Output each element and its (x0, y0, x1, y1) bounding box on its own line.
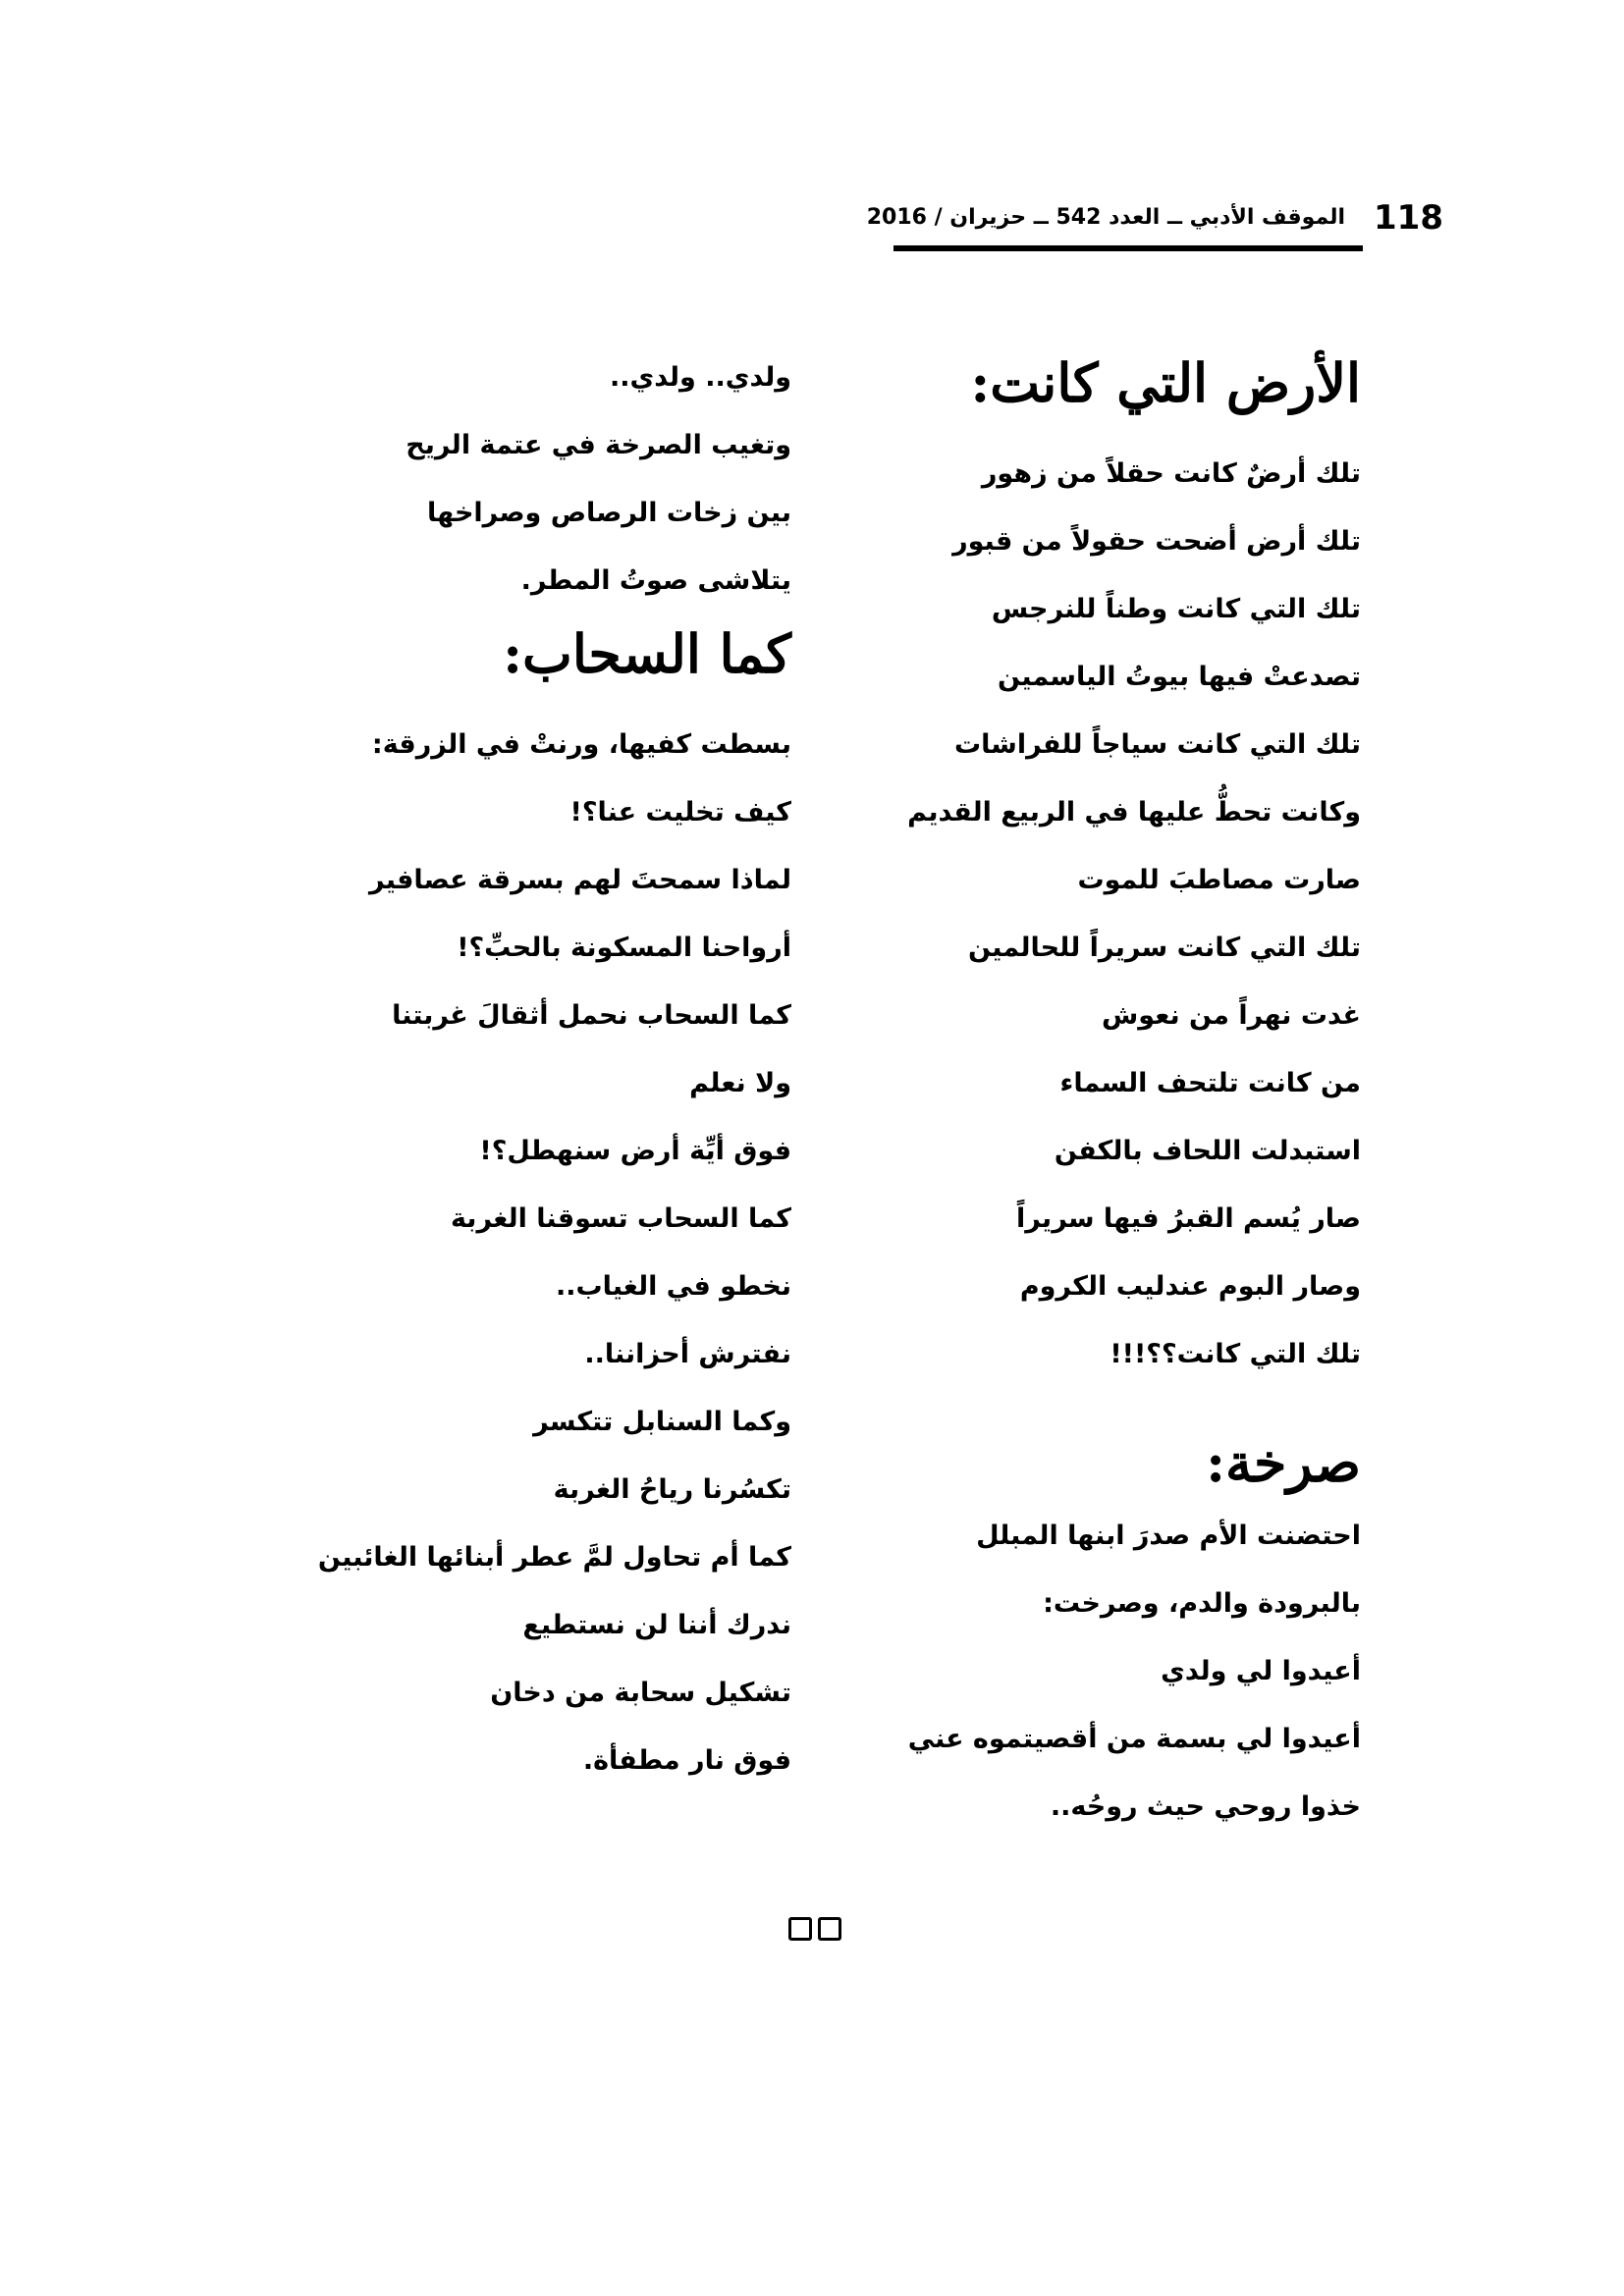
section-title-like-clouds: كما السحاب: (503, 622, 791, 685)
end-mark-square-icon (788, 1917, 812, 1941)
poem-line: صار يُسم القبرُ فيها سريراً (1016, 1203, 1361, 1234)
poem-line: بالبرودة والدم، وصرخت: (1043, 1588, 1361, 1619)
poem-line: تلك التي كانت وطناً للنرجس (991, 594, 1361, 624)
poem-line: وكما السنابل تتكسر (533, 1407, 791, 1437)
poem-line: كما السحاب تسوقنا الغربة (450, 1203, 791, 1234)
poem-line: ندرك أننا لن نستطيع (522, 1610, 791, 1640)
poem-line: تشكيل سحابة من دخان (490, 1678, 791, 1708)
end-of-article-mark (788, 1917, 841, 1941)
poem-line: كما السحاب نحمل أثقالَ غربتنا (392, 1000, 791, 1031)
poem-line: بين زخات الرصاص وصراخها (426, 498, 791, 528)
running-head: الموقف الأدبي ــ العدد 542 ــ حزيران / 2016 (866, 205, 1345, 230)
poem-line: نفترش أحزاننا.. (584, 1339, 791, 1369)
poem-line: تلك التي كانت؟؟!!! (1110, 1339, 1361, 1369)
poem-line: وتغيب الصرخة في عتمة الريح (406, 430, 791, 460)
poem-line: ولدي.. ولدي.. (610, 362, 791, 393)
poem-line: فوق نار مطفأة. (582, 1745, 791, 1776)
spacer (261, 693, 791, 711)
spacer (939, 1388, 1361, 1423)
header-rule (893, 245, 1363, 251)
poem-line: بسطت كفيها، ورنتْ في الزرقة: (371, 729, 791, 760)
poem-line: ولا نعلم (689, 1068, 791, 1098)
right-column (907, 344, 1361, 1841)
poem-line: أرواحنا المسكونة بالحبِّ؟! (457, 933, 791, 963)
poem-line: تلك التي كانت سريراً للحالمين (967, 933, 1361, 963)
left-column (261, 344, 791, 1794)
page-header (866, 194, 1443, 253)
poem-line: تلك أرض أضحت حقولاً من قبور (952, 526, 1361, 557)
poem-line: أعيدوا لي ولدي (1161, 1656, 1361, 1686)
section-title-scream: صرخة: (1206, 1431, 1361, 1494)
section-title-the-land: الأرض التي كانت: (970, 351, 1361, 414)
poem-line: تصدعتْ فيها بيوتُ الياسمين (998, 662, 1361, 692)
poem-line: فوق أيِّة أرض سنهطل؟! (479, 1136, 791, 1166)
poem-line: من كانت تلتحف السماء (1059, 1068, 1361, 1098)
poem-line: تلك التي كانت سياجاً للفراشات (954, 729, 1361, 760)
poem-line: غدت نهراً من نعوش (1102, 1000, 1361, 1031)
page-number: 118 (1374, 198, 1443, 238)
end-mark-square-icon (818, 1917, 841, 1941)
poem-line: لماذا سمحتَ لهم بسرقة عصافير (368, 865, 791, 895)
poem-line: أعيدوا لي بسمة من أقصيتموه عني (907, 1724, 1361, 1754)
poem-line: تلك أرضٌ كانت حقلاً من زهور (981, 458, 1361, 489)
poem-line: نخطو في الغياب.. (555, 1271, 791, 1302)
poem-line: استبدلت اللحاف بالكفن (1054, 1136, 1361, 1166)
poem-line: كما أم تحاول لمَّ عطر أبنائها الغائبين (317, 1542, 791, 1573)
poem-line: كيف تخليت عنا؟! (569, 797, 791, 828)
spacer (939, 422, 1361, 440)
poem-line: يتلاشى صوتُ المطر. (520, 565, 791, 596)
poem-line: تكسُرنا رياحُ الغربة (553, 1474, 791, 1505)
poem-line: خذوا روحي حيث روحُه.. (1050, 1791, 1361, 1822)
poem-line: صارت مصاطبَ للموت (1077, 865, 1361, 895)
poem-line: وكانت تحطُّ عليها في الربيع القديم (907, 797, 1361, 828)
poem-line: احتضنت الأم صدرَ ابنها المبلل (976, 1521, 1361, 1551)
poem-line: وصار البوم عندليب الكروم (1019, 1271, 1361, 1302)
